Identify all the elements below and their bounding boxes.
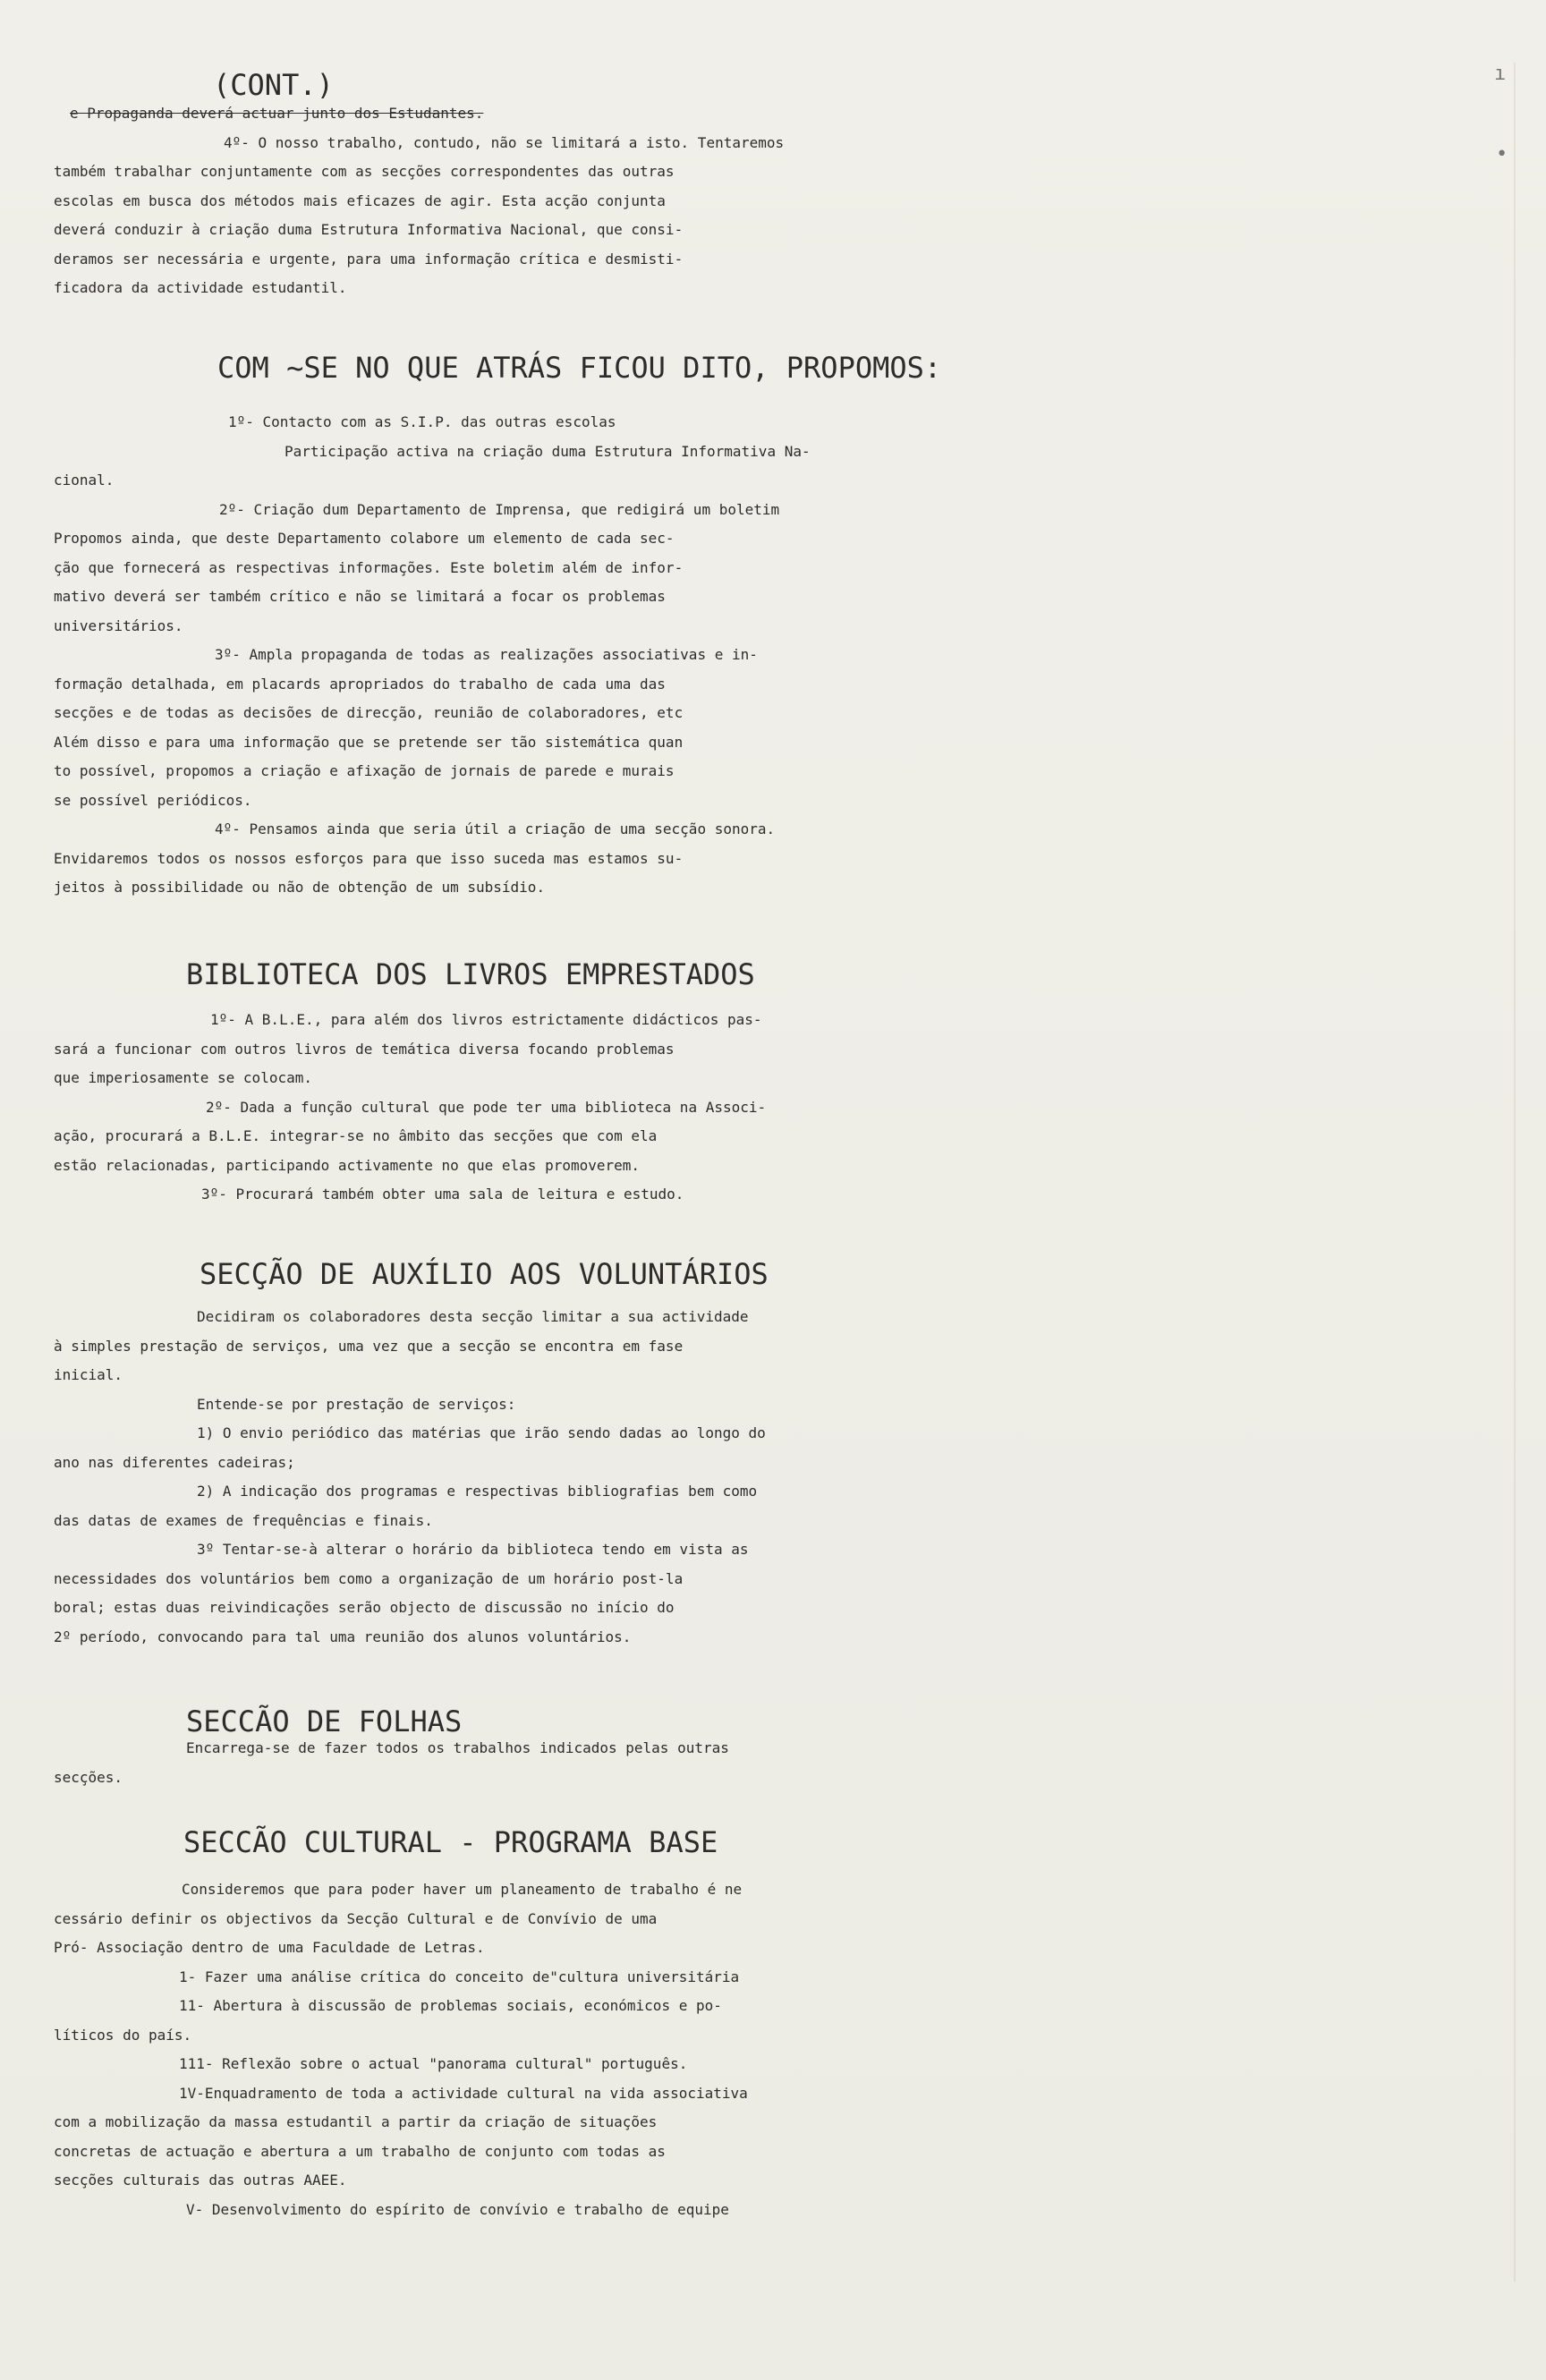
cont-label: (CONT.) (213, 68, 334, 102)
text-line: 1- Fazer uma análise crítica do conceito de"cultura universitária (179, 1968, 740, 1985)
text-line: Decidiram os colaboradores desta secção limitar a sua actividade (197, 1308, 749, 1325)
text-line: 2º período, convocando para tal uma reunião dos alunos voluntários. (54, 1628, 632, 1645)
text-line: mativo deverá ser também crítico e não se limitará a focar os problemas (54, 588, 666, 605)
text-line: 1º- Contacto com as S.I.P. das outras escolas (228, 413, 616, 430)
text-line: 4º- Pensamos ainda que seria útil a criação de uma secção sonora. (215, 820, 776, 837)
text-line: inicial. (54, 1366, 123, 1383)
page-fold-line (1514, 63, 1516, 2282)
proposals-list (54, 413, 1387, 908)
text-line: formação detalhada, em placards apropriados do trabalho de cada uma das (54, 675, 666, 693)
text-line: necessidades dos voluntários bem como a organização de um horário post-la (54, 1569, 684, 1587)
section-heading-auxilio: SECÇÃO DE AUXÍLIO AOS VOLUNTÁRIOS (200, 1257, 769, 1291)
text-line: jeitos à possibilidade ou não de obtenção de um subsídio. (54, 879, 546, 896)
auxilio-list (54, 1308, 1387, 1657)
text-line: 4º- O nosso trabalho, contudo, não se limitará a isto. Tentaremos (224, 133, 785, 151)
folhas-paragraph (54, 1739, 1387, 1798)
text-line: boral; estas duas reivindicações serão objecto de discussão no início do (54, 1599, 675, 1616)
text-line: 2º- Criação dum Departamento de Imprensa, que redigirá um boletim (219, 500, 780, 518)
struck-line: e Propaganda deverá actuar junto dos Estudantes. (70, 105, 484, 122)
text-line: secções e de todas as decisões de direcção, reunião de colaboradores, etc (54, 704, 684, 721)
text-line: 1V-Enquadramento de toda a actividade cultural na vida associativa (179, 2084, 748, 2102)
text-line: sará a funcionar com outros livros de temática diversa focando problemas (54, 1040, 675, 1058)
text-line: cional. (54, 472, 115, 489)
text-line: ação, procurará a B.L.E. integrar-se no âmbito das secções que com ela (54, 1127, 658, 1144)
text-line: estão relacionadas, participando activamente no que elas promoverem. (54, 1156, 641, 1174)
biblioteca-list (54, 1011, 1387, 1215)
text-line: Participação activa na criação duma Estrutura Informativa Na- (285, 442, 811, 460)
text-line: secções. (54, 1768, 123, 1786)
text-line: 3º- Procurará também obter uma sala de leitura e estudo. (201, 1186, 684, 1203)
text-line: Propomos ainda, que deste Departamento colabore um elemento de cada sec- (54, 530, 675, 547)
cultural-list (54, 1881, 1387, 2230)
text-line: Encarrega-se de fazer todos os trabalhos indicados pelas outras (186, 1739, 729, 1756)
text-line: secções culturais das outras AAEE. (54, 2172, 347, 2189)
margin-dot: • (1496, 143, 1508, 166)
text-line: Envidaremos todos os nossos esforços para que isso suceda mas estamos su- (54, 849, 684, 867)
text-line: ficadora da actividade estudantil. (54, 279, 347, 296)
text-line: universitários. (54, 616, 183, 634)
text-line: escolas em busca dos métodos mais eficazes de agir. Esta acção conjunta (54, 191, 666, 209)
text-line: 1º- A B.L.E., para além dos livros estrictamente didácticos pas- (210, 1011, 762, 1028)
text-line: 3º Tentar-se-à alterar o horário da biblioteca tendo em vista as (197, 1541, 749, 1558)
text-line: Além disso e para uma informação que se pretende ser tão sistemática quan (54, 733, 684, 751)
text-line: com a mobilização da massa estudantil a partir da criação de situações (54, 2113, 658, 2130)
section-heading-biblioteca: BIBLIOTECA DOS LIVROS EMPRESTADOS (186, 957, 755, 991)
text-line: ção que fornecerá as respectivas informações. Este boletim além de infor- (54, 558, 684, 576)
text-line: se possível periódicos. (54, 791, 252, 809)
text-line: das datas de exames de frequências e finais. (54, 1511, 433, 1529)
text-line: 111- Reflexão sobre o actual "panorama cultural" português. (179, 2055, 688, 2072)
section-heading-propomos: COM ~SE NO QUE ATRÁS FICOU DITO, PROPOMOS: (217, 351, 942, 385)
text-line: deramos ser necessária e urgente, para uma informação crítica e desmisti- (54, 250, 684, 268)
text-line: que imperiosamente se colocam. (54, 1069, 312, 1086)
section-heading-cultural: SECCÃO CULTURAL - PROGRAMA BASE (183, 1825, 718, 1859)
text-line: concretas de actuação e abertura a um trabalho de conjunto com todas as (54, 2142, 666, 2160)
text-line: 11- Abertura à discussão de problemas sociais, económicos e po- (179, 1997, 722, 2014)
text-line: líticos do país. (54, 2026, 192, 2044)
text-line: Entende-se por prestação de serviços: (197, 1395, 516, 1413)
intro-paragraph (54, 105, 1387, 309)
text-line: ano nas diferentes cadeiras; (54, 1453, 295, 1471)
text-line: V- Desenvolvimento do espírito de convívio e trabalho de equipe (186, 2200, 729, 2218)
margin-mark: ı (1494, 63, 1507, 85)
text-line: Pró- Associação dentro de uma Faculdade de Letras. (54, 1939, 485, 1956)
section-heading-folhas: SECCÃO DE FOLHAS (186, 1704, 463, 1738)
text-line: to possível, propomos a criação e afixação de jornais de parede e murais (54, 762, 675, 779)
text-line: também trabalhar conjuntamente com as secções correspondentes das outras (54, 163, 675, 180)
text-line: 2) A indicação dos programas e respectivas bibliografias bem como (197, 1483, 758, 1500)
text-line: deverá conduzir à criação duma Estrutura Informativa Nacional, que consi- (54, 221, 684, 238)
text-line: 1) O envio periódico das matérias que irão sendo dadas ao longo do (197, 1424, 766, 1441)
text-line: à simples prestação de serviços, uma vez que a secção se encontra em fase (54, 1337, 684, 1355)
text-line: 3º- Ampla propaganda de todas as realizações associativas e in- (215, 646, 758, 663)
text-line: Consideremos que para poder haver um planeamento de trabalho é ne (182, 1881, 743, 1898)
text-line: cessário definir os objectivos da Secção Cultural e de Convívio de uma (54, 1909, 658, 1927)
text-line: 2º- Dada a função cultural que pode ter uma biblioteca na Associ- (206, 1098, 767, 1116)
